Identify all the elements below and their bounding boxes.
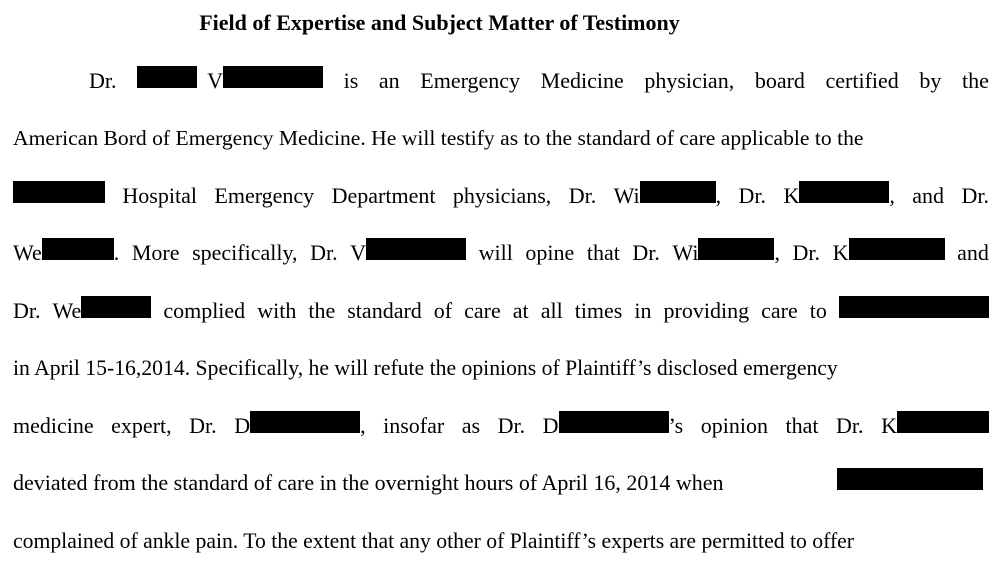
- paragraph-line-3: [13, 181, 989, 211]
- word: medicine: [13, 413, 94, 438]
- paragraph-line-1: [89, 66, 989, 96]
- word: Dr.: [632, 240, 660, 265]
- redaction-bar: [81, 296, 151, 318]
- word: care: [761, 298, 798, 323]
- word: standard: [347, 298, 422, 323]
- word: that: [785, 413, 819, 438]
- word: Dr.: [836, 413, 864, 438]
- paragraph-line-5: [13, 296, 989, 326]
- redacted-name-group: [543, 411, 684, 441]
- redacted-name-group: [234, 411, 365, 441]
- word: Emergency: [214, 183, 315, 208]
- redaction-bar: [849, 238, 945, 260]
- line-text: American Bord of Emergency Medicine. He will testify as to the standard of care applicable to the: [13, 126, 864, 150]
- word: Dr.: [497, 413, 526, 438]
- word: K: [783, 183, 800, 208]
- redacted-name-group: [833, 238, 945, 268]
- word: More: [131, 240, 180, 265]
- word: V: [207, 68, 223, 93]
- redaction-bar: [250, 411, 360, 433]
- word: Dr.: [89, 68, 117, 93]
- word: all: [540, 298, 563, 323]
- word: will: [478, 240, 513, 265]
- line-text: in April 15-16,2014. Specifically, he will refute the opinions of Plaintiff’s disclosed emergency: [13, 356, 838, 380]
- word: opine: [525, 240, 575, 265]
- redacted-name-group: [13, 238, 119, 268]
- word: times: [574, 298, 623, 323]
- redacted-name-group: [614, 181, 722, 211]
- paragraph-line-4: [13, 238, 989, 268]
- word: certified: [825, 68, 899, 93]
- word: ,: [774, 240, 780, 265]
- paragraph-line-7: [13, 411, 989, 441]
- redaction-bar: [366, 238, 466, 260]
- word: physician,: [644, 68, 735, 93]
- word: Medicine: [540, 68, 624, 93]
- word: complied: [163, 298, 246, 323]
- word: Emergency: [420, 68, 521, 93]
- redaction-bar: [698, 238, 774, 260]
- word: the: [308, 298, 336, 323]
- word: as: [461, 413, 481, 438]
- line-text: deviated from the standard of care in the overnight hours of April 16, 2014 when: [13, 470, 724, 495]
- redaction-bar: [837, 468, 983, 490]
- word: specifically,: [192, 240, 298, 265]
- word: opinion: [700, 413, 768, 438]
- redacted-name-group: [672, 238, 780, 268]
- redaction-bar: [137, 66, 197, 88]
- word: K: [881, 413, 897, 438]
- word: and: [912, 183, 945, 208]
- word: Wi: [672, 240, 699, 265]
- paragraph-line-9: [13, 526, 989, 556]
- word: of: [433, 298, 453, 323]
- word: providing: [663, 298, 750, 323]
- word: that: [586, 240, 620, 265]
- redaction-bar: [13, 181, 105, 203]
- word: Dr.: [568, 183, 597, 208]
- paragraph-line-6: [13, 353, 989, 383]
- word: ,: [889, 183, 895, 208]
- word: V: [350, 240, 367, 265]
- word: D: [542, 413, 559, 438]
- word: expert,: [111, 413, 172, 438]
- word: to: [809, 298, 827, 323]
- word: Dr.: [13, 298, 41, 323]
- word: is: [343, 68, 359, 93]
- redaction-bar: [42, 238, 114, 260]
- word: by: [919, 68, 942, 93]
- word: at: [512, 298, 529, 323]
- redacted-name-group: [881, 411, 989, 441]
- word: the: [962, 68, 989, 93]
- redaction-bar: [223, 66, 323, 88]
- word: insofar: [383, 413, 445, 438]
- word: Dr.: [310, 240, 338, 265]
- word: Dr.: [189, 413, 217, 438]
- redaction-bar: [799, 181, 889, 203]
- word: Dr.: [961, 183, 989, 208]
- word: board: [754, 68, 805, 93]
- word: D: [234, 413, 251, 438]
- word: care: [464, 298, 501, 323]
- word: physicians,: [452, 183, 552, 208]
- word: Dr.: [792, 240, 821, 265]
- section-title: Field of Expertise and Subject Matter of Testimony: [199, 10, 680, 35]
- paragraph-line-8: [13, 468, 989, 498]
- word: an: [378, 68, 400, 93]
- redacted-name-group: [350, 238, 466, 268]
- redaction-bar: [559, 411, 669, 433]
- word: We: [13, 240, 42, 265]
- word: with: [257, 298, 297, 323]
- redaction-bar: [897, 411, 989, 433]
- word: K: [832, 240, 849, 265]
- redacted-name-group: [783, 181, 894, 211]
- paragraph-line-2: [13, 123, 989, 153]
- redaction-bar: [839, 296, 989, 318]
- word: Department: [331, 183, 436, 208]
- redaction-bar: [640, 181, 716, 203]
- word: ,: [715, 183, 722, 208]
- redacted-name-group: [137, 66, 323, 96]
- word: Wi: [613, 183, 640, 208]
- word: ’s: [668, 413, 684, 438]
- word: and: [957, 240, 989, 265]
- word: Dr.: [738, 183, 767, 208]
- line-text: complained of ankle pain. To the extent that any other of Plaintiff’s experts are permitted to offer: [13, 529, 855, 553]
- redacted-name-group: [53, 296, 152, 326]
- word: in: [634, 298, 652, 323]
- word: We: [52, 298, 82, 323]
- word: .: [113, 240, 120, 265]
- word: ,: [360, 413, 366, 438]
- word: Hospital: [122, 183, 197, 208]
